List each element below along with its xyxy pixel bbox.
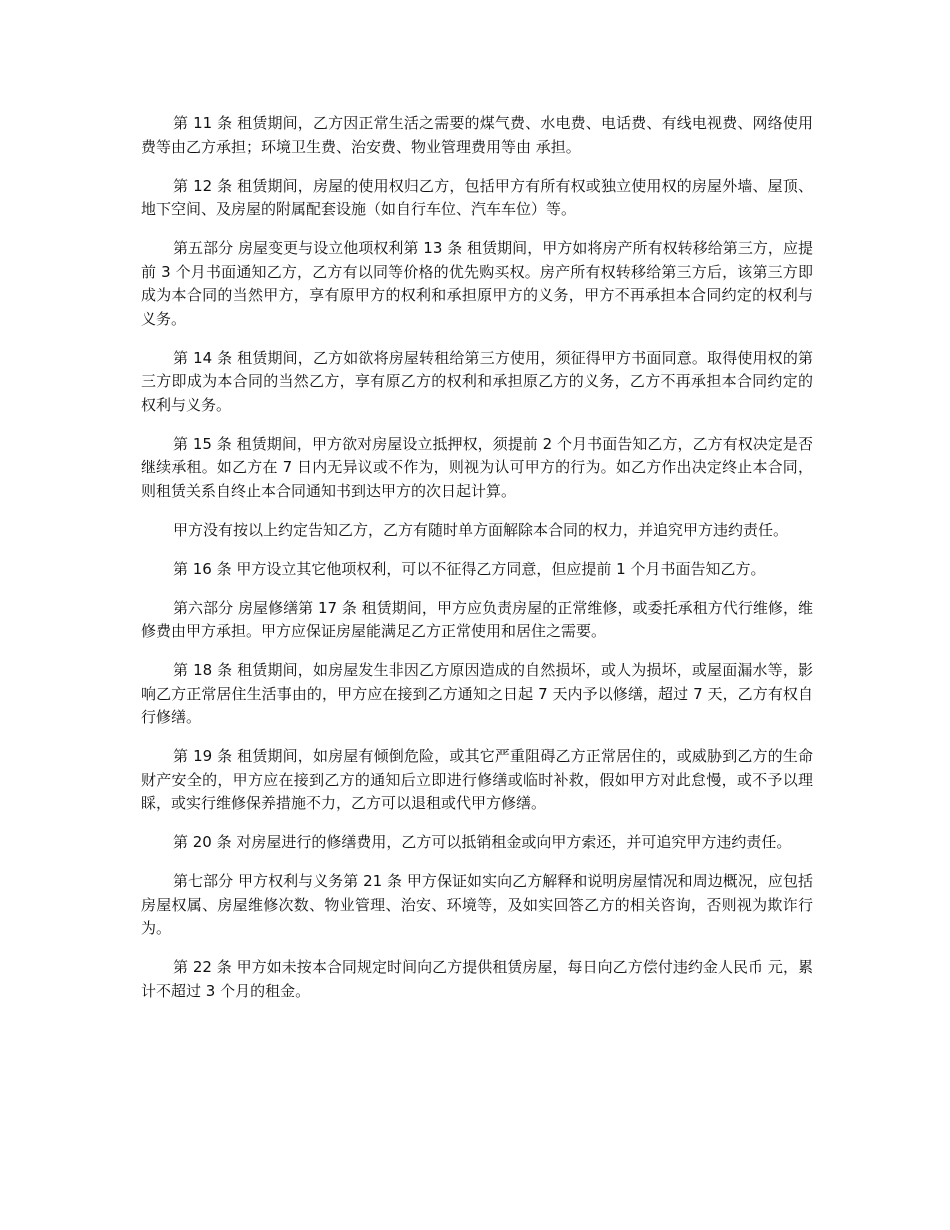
clause-20: 第 20 条 对房屋进行的修缮费用，乙方可以抵销租金或向甲方索还，并可追究甲方违约责任。 — [173, 833, 792, 851]
clause-11: 第 11 条 租赁期间，乙方因正常生活之需要的煤气费、水电费、电话费、有线电视费、网络使用费等由乙方承担；环境卫生费、治安费、物业管理费用等由 承担。 — [141, 114, 813, 156]
clause-16: 第 16 条 甲方设立其它他项权利，可以不征得乙方同意，但应提前 1 个月书面告知乙方。 — [173, 559, 766, 578]
document-page — [141, 112, 813, 1019]
clause-14: 第 14 条 租赁期间，乙方如欲将房屋转租给第三方使用，须征得甲方书面同意。取得使用权的第三方即成为本合同的当然乙方，享有原乙方的权利和承担原乙方的义务，乙方不再承担本合同约定的权利与义务。 — [141, 348, 813, 414]
clause-19: 第 19 条 租赁期间，如房屋有倾倒危险，或其它严重阻碍乙方正常居住的，或威胁到乙方的生命财产安全的，甲方应在接到乙方的通知后立即进行修缮或临时补救，假如甲方对此怠慢，或不予以理睬，或实行维修保养措施不力，乙方可以退租或代甲方修缮。 — [141, 747, 813, 812]
clause-15: 第 15 条 租赁期间，甲方欲对房屋设立抵押权，须提前 2 个月书面告知乙方，乙方有权决定是否继续承租。如乙方在 7 日内无异议或不作为，则视为认可甲方的行为。如乙方作出决定终止本合同，则租赁关系自终止本合同通知书到达甲方的次日起计算。 — [141, 434, 813, 500]
clause-21: 第七部分 甲方权利与义务第 21 条 甲方保证如实向乙方解释和说明房屋情况和周边概况，应包括房屋权属、房屋维修次数、物业管理、治安、环境等，及如实回答乙方的相关咨询，否则视为欺诈行为。 — [141, 872, 813, 937]
clause-18: 第 18 条 租赁期间，如房屋发生非因乙方原因造成的自然损坏，或人为损坏，或屋面漏水等，影响乙方正常居住生活事由的，甲方应在接到乙方通知之日起 7 天内予以修缮，超过 7 天，乙方有权自行修缮。 — [141, 661, 813, 726]
clause-22: 第 22 条 甲方如未按本合同规定时间向乙方提供租赁房屋，每日向乙方偿付违约金人民币 元，累计不超过 3 个月的租金。 — [141, 958, 813, 1000]
clause-12: 第 12 条 租赁期间，房屋的使用权归乙方，包括甲方有所有权或独立使用权的房屋外墙、屋顶、地下空间、及房屋的附属配套设施（如自行车位、汽车车位）等。 — [141, 176, 813, 218]
clause-17: 第六部分 房屋修缮第 17 条 租赁期间，甲方应负责房屋的正常维修，或委托承租方代行维修，维修费由甲方承担。甲方应保证房屋能满足乙方正常使用和居住之需要。 — [141, 598, 813, 640]
clause-15-note: 甲方没有按以上约定告知乙方，乙方有随时单方面解除本合同的权力，并追究甲方违约责任。 — [173, 520, 789, 539]
clause-13: 第五部分 房屋变更与设立他项权利第 13 条 租赁期间，甲方如将房产所有权转移给第三方，应提前 3 个月书面通知乙方，乙方有以同等价格的优先购买权。房产所有权转移给第三方后，该第三方即成为本合同的当然甲方，享有原甲方的权利和承担原甲方的义务，甲方不再承担本合同约定的权利与义务。 — [141, 239, 813, 328]
